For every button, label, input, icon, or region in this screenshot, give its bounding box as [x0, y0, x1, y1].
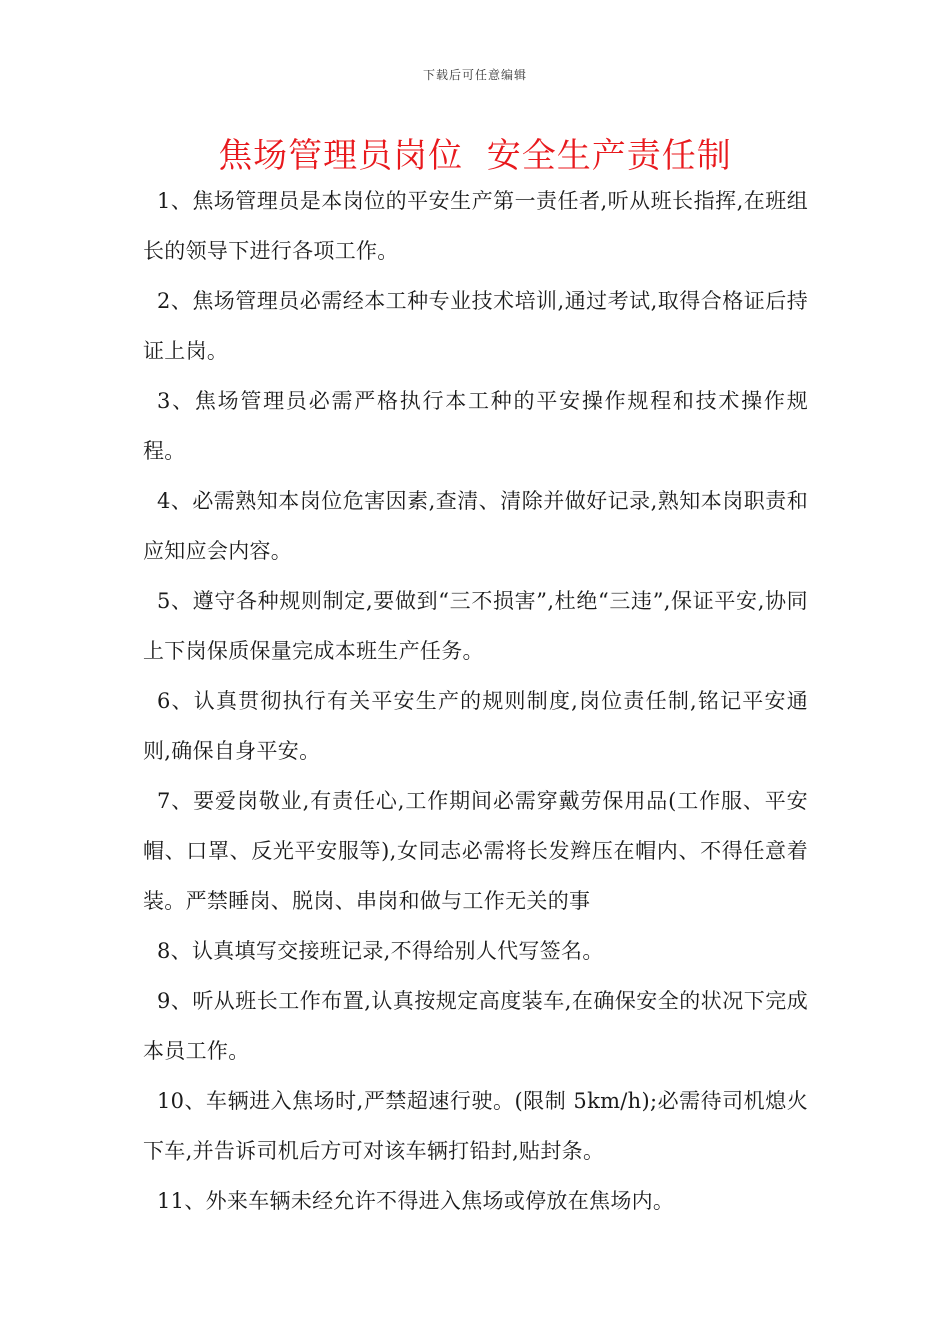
- page-title: 焦场管理员岗位 安全生产责任制: [218, 136, 732, 176]
- clause-item: 5、遵守各种规则制定,要做到“三不损害”,杜绝“三违”,保证平安,协同上下岗保质保量完成本班生产任务。: [143, 589, 808, 663]
- clause-item: 2、焦场管理员必需经本工种专业技术培训,通过考试,取得合格证后持证上岗。: [143, 289, 808, 363]
- clause-item: 3、焦场管理员必需严格执行本工种的平安操作规程和技术操作规程。: [143, 389, 808, 463]
- clause-item: 10、车辆进入焦场时,严禁超速行驶。(限制 5km/h);必需待司机熄火下车,并告诉司机后方可对该车辆打铅封,贴封条。: [143, 1089, 808, 1163]
- document-body: [143, 176, 808, 1226]
- clause-item: 1、焦场管理员是本岗位的平安生产第一责任者,听从班长指挥,在班组长的领导下进行各项工作。: [143, 189, 808, 263]
- clause-item: 9、听从班长工作布置,认真按规定高度装车,在确保安全的状况下完成本员工作。: [143, 989, 808, 1063]
- clause-item: 11、外来车辆未经允许不得进入焦场或停放在焦场内。: [157, 1189, 675, 1213]
- clause-item: 8、认真填写交接班记录,不得给别人代写签名。: [157, 939, 604, 963]
- header-note: 下载后可任意编辑: [422, 68, 527, 82]
- clause-item: 6、认真贯彻执行有关平安生产的规则制度,岗位责任制,铭记平安通则,确保自身平安。: [143, 689, 808, 763]
- clause-item: 7、要爱岗敬业,有责任心,工作期间必需穿戴劳保用品(工作服、平安帽、口罩、反光平安服等),女同志必需将长发辫压在帽内、不得任意着装。严禁睡岗、脱岗、串岗和做与工作无关的事: [143, 789, 808, 913]
- clause-item: 4、必需熟知本岗位危害因素,查清、清除并做好记录,熟知本岗职责和应知应会内容。: [143, 489, 808, 563]
